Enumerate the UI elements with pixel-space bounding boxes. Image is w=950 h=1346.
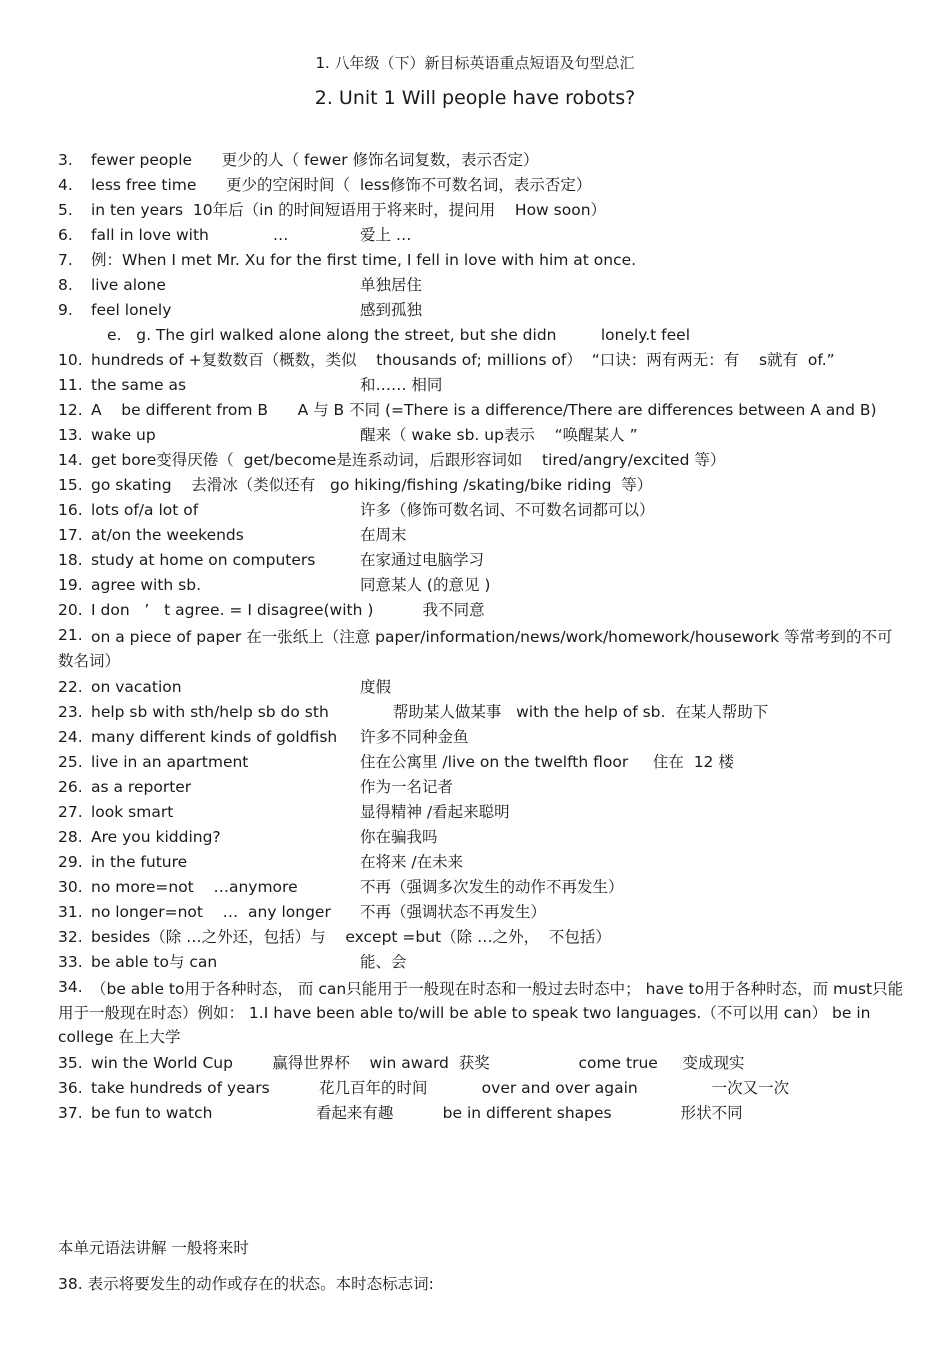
list-item — [58, 525, 908, 550]
item-phrase: feel lonely — [91, 301, 172, 319]
item-phrase: agree with sb. — [91, 576, 202, 594]
item-phrase: at/on the weekends — [91, 526, 244, 544]
list-item — [58, 250, 908, 275]
list-item — [58, 375, 908, 400]
list-item — [58, 727, 908, 752]
item-number: 10. — [58, 351, 83, 369]
list-item — [58, 1103, 908, 1128]
grammar-heading: 本单元语法讲解 一般将来时 — [58, 1239, 249, 1257]
unit-title: 2. Unit 1 Will people have robots? — [314, 87, 636, 109]
item-number: 28. — [58, 828, 83, 846]
item-phrase: live in an apartment — [91, 753, 249, 771]
item-number: 37. — [58, 1104, 83, 1122]
list-item — [58, 200, 908, 225]
item-phrase: I don ’ t agree. = I disagree(with ) 我不同意 — [91, 601, 485, 619]
item-number: 30. — [58, 878, 83, 896]
phrase-list — [58, 150, 908, 1128]
item-phrase: on vacation — [91, 678, 182, 696]
item-number: 20. — [58, 601, 83, 619]
item-number: 18. — [58, 551, 83, 569]
item-number: 31. — [58, 903, 83, 921]
list-item — [58, 625, 908, 677]
item-phrase: live alone — [91, 276, 166, 294]
item-meaning: 许多（修饰可数名词、不可数名词都可以） — [360, 501, 655, 519]
document-title: 1. 八年级（下）新目标英语重点短语及句型总汇 — [315, 54, 635, 72]
item-phrase: in the future — [91, 853, 188, 871]
item-number: 9. — [58, 301, 73, 319]
item-meaning: 在家通过电脑学习 — [360, 551, 485, 569]
item-meaning: 感到孤独 — [360, 301, 423, 319]
item-number: 35. — [58, 1054, 83, 1072]
item-phrase: hundreds of +复数数百（概数，类似 thousands of; millions of） “口诀：两有两无：有 s就有 of.” — [91, 351, 835, 369]
item-phrase: look smart — [91, 803, 174, 821]
item-number: 7. — [58, 251, 73, 269]
list-item — [58, 225, 908, 250]
list-item — [58, 877, 908, 902]
item-phrase: study at home on computers — [91, 551, 316, 569]
item-meaning: 许多不同种金鱼 — [360, 728, 469, 746]
item-phrase: fewer people 更少的人（ fewer 修饰名词复数，表示否定） — [91, 151, 539, 169]
item-phrase: lots of/a lot of — [91, 501, 199, 519]
list-item — [58, 827, 908, 852]
item-phrase: besides（除 …之外还，包括）与 except =but（除 …之外， 不包括） — [91, 928, 611, 946]
item-number: 27. — [58, 803, 83, 821]
item-phrase: get bore变得厌倦（ get/become是连系动词，后跟形容词如 tired/angry/excited 等） — [91, 451, 726, 469]
list-item — [58, 952, 908, 977]
list-item — [58, 500, 908, 525]
item-number: 32. — [58, 928, 83, 946]
list-item — [58, 702, 908, 727]
item-number: 19. — [58, 576, 83, 594]
list-item — [58, 325, 908, 350]
item-number: 22. — [58, 678, 83, 696]
item-meaning: 在将来 /在未来 — [360, 853, 464, 871]
item-phrase: on a piece of paper 在一张纸上（注意 paper/information/news/work/homework/housework 等常考到的不可数名词） — [58, 628, 893, 670]
item-number: 11. — [58, 376, 83, 394]
list-item — [58, 475, 908, 500]
list-item — [58, 400, 908, 425]
item-meaning: 能、会 — [360, 953, 407, 971]
list-item — [58, 902, 908, 927]
item-phrase: wake up — [91, 426, 156, 444]
item-phrase: as a reporter — [91, 778, 192, 796]
list-item — [58, 275, 908, 300]
item-phrase: 例：When I met Mr. Xu for the first time, I fell in love with him at once. — [91, 251, 637, 269]
item-meaning: 单独居住 — [360, 276, 423, 294]
item-phrase: no longer=not … any longer — [91, 903, 331, 921]
item-number: 14. — [58, 451, 83, 469]
list-item — [58, 977, 908, 1053]
item-phrase: e. g. The girl walked alone along the street, but she didn lonely.t feel — [107, 326, 691, 344]
list-item — [58, 600, 908, 625]
item-phrase: the same as — [91, 376, 187, 394]
list-item — [58, 575, 908, 600]
item-number: 17. — [58, 526, 83, 544]
item-number: 15. — [58, 476, 83, 494]
item-phrase: take hundreds of years 花几百年的时间 over and over again 一次又一次 — [91, 1079, 790, 1097]
item-number: 24. — [58, 728, 83, 746]
item-phrase: A be different from B A 与 B 不同 (=There is a difference/There are differences between A and B) — [91, 401, 877, 419]
item-meaning: 和…… 相同 — [360, 376, 443, 394]
list-item — [58, 1053, 908, 1078]
list-item — [58, 677, 908, 702]
item-phrase: help sb with sth/help sb do sth 帮助某人做某事 with the help of sb. 在某人帮助下 — [91, 703, 769, 721]
item-meaning: 显得精神 /看起来聪明 — [360, 803, 510, 821]
item-meaning: 同意某人 (的意见 ) — [360, 576, 491, 594]
item-phrase: no more=not …anymore — [91, 878, 298, 896]
item-meaning: 你在骗我吗 — [360, 828, 438, 846]
item-phrase: win the World Cup 赢得世界杯 win award 获奖 come true 变成现实 — [91, 1054, 745, 1072]
item-number: 36. — [58, 1079, 83, 1097]
item-phrase: less free time 更少的空闲时间（ less修饰不可数名词，表示否定） — [91, 176, 592, 194]
item-number: 25. — [58, 753, 83, 771]
list-item — [58, 752, 908, 777]
grammar-line: 38. 表示将要发生的动作或存在的状态。本时态标志词: — [58, 1275, 434, 1293]
item-number: 23. — [58, 703, 83, 721]
item-phrase: fall in love with … — [91, 226, 289, 244]
list-item — [58, 802, 908, 827]
list-item — [58, 425, 908, 450]
item-meaning: 爱上 … — [360, 226, 412, 244]
item-phrase: many different kinds of goldfish — [91, 728, 338, 746]
item-meaning: 作为一名记者 — [360, 778, 454, 796]
item-phrase: in ten years 10年后（in 的时间短语用于将来时，提问用 How soon） — [91, 201, 607, 219]
item-phrase: （be able to用于各种时态， 而 can只能用于一般现在时态和一般过去时态中； have to用于各种时态，而 must只能用于一般现在时态）例如： 1.I have been able to/will be able to speak two languages.（不可以用 can） be in college 在上大学 — [58, 980, 904, 1046]
item-number: 8. — [58, 276, 73, 294]
list-item — [58, 175, 908, 200]
list-item — [58, 1078, 908, 1103]
list-item — [58, 852, 908, 877]
item-number: 5. — [58, 201, 73, 219]
item-number: 33. — [58, 953, 83, 971]
item-number: 12. — [58, 401, 83, 419]
item-phrase: be able to与 can — [91, 953, 218, 971]
item-number: 4. — [58, 176, 73, 194]
list-item — [58, 300, 908, 325]
item-meaning: 不再（强调多次发生的动作不再发生） — [360, 878, 624, 896]
item-phrase: go skating 去滑冰（类似还有 go hiking/fishing /skating/bike riding 等） — [91, 476, 653, 494]
item-meaning: 醒来（ wake sb. up表示 “唤醒某人 ” — [360, 426, 638, 444]
item-number: 21. — [58, 626, 83, 644]
item-number: 29. — [58, 853, 83, 871]
item-number: 16. — [58, 501, 83, 519]
item-meaning: 住在公寓里 /live on the twelfth floor 住在 12 楼 — [360, 753, 734, 771]
item-number: 13. — [58, 426, 83, 444]
item-meaning: 在周末 — [360, 526, 407, 544]
item-number: 34. — [58, 978, 83, 996]
list-item — [58, 777, 908, 802]
list-item — [58, 150, 908, 175]
item-number: 26. — [58, 778, 83, 796]
list-item — [58, 550, 908, 575]
item-phrase: be fun to watch 看起来有趣 be in different shapes 形状不同 — [91, 1104, 743, 1122]
list-item — [58, 927, 908, 952]
item-meaning: 度假 — [360, 678, 392, 696]
item-number: 6. — [58, 226, 73, 244]
item-number: 3. — [58, 151, 73, 169]
list-item — [58, 450, 908, 475]
list-item — [58, 350, 908, 375]
item-meaning: 不再（强调状态不再发生） — [360, 903, 547, 921]
item-phrase: Are you kidding? — [91, 828, 221, 846]
